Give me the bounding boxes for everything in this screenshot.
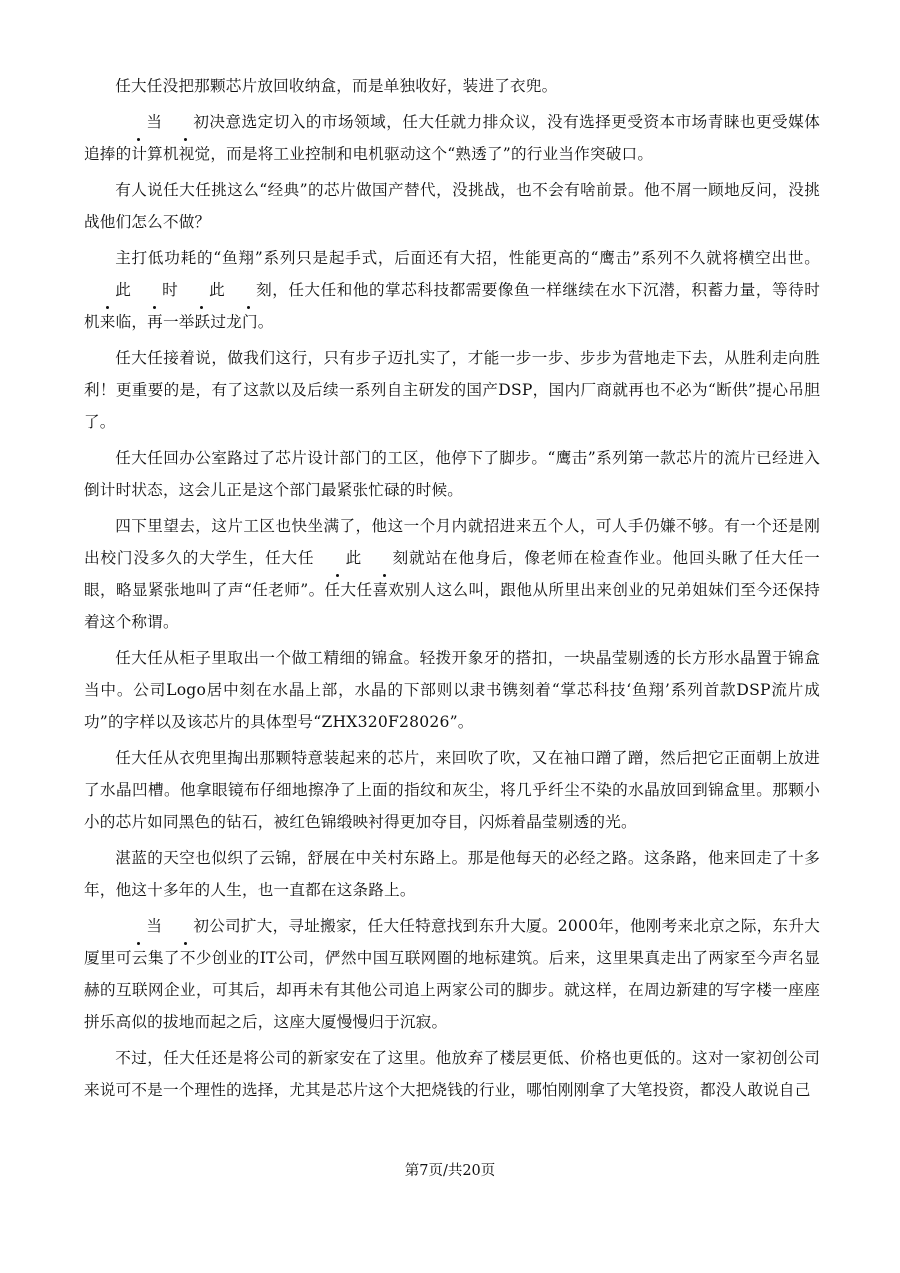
text-run: 四下里望去，这片工区也快坐满了，他这一个月内就招进来五个人，可人手仍嫌不够。有一个还是刚出校门没多久的大学生，任大任 <box>84 517 820 567</box>
paragraph <box>84 742 820 838</box>
paragraph <box>84 842 820 906</box>
text-run: 不过，任大任还是将公司的新家安在了这里。他放弃了楼层更低、价格也更低的。这对一家初创公司来说可不是一个理性的选择，尤其是芯片这个大把烧钱的行业，哪怕刚刚拿了大笔投资，都没人敢说自己 <box>84 1049 820 1099</box>
text-run: 公司扩大，寻址搬家，任大任特意找到东升大厦。2000年，他刚考来北京之际，东升大厦里可云集了不少创业的IT公司，俨然中国互联网圈的地标建筑。后来，这里果真走出了两家至今声名显赫的互联网企业，可其后，却再未有其他公司追上两家公司的脚步。就这样，在周边新建的写字楼一座座拼乐高似的拔地而起之后，这座大厦慢慢归于沉寂。 <box>84 917 820 1031</box>
emphasis-dot-char: 初 <box>162 106 209 138</box>
paragraph <box>84 242 820 338</box>
page-number: 第7页/共20页 <box>404 1163 496 1179</box>
paragraph <box>84 1042 820 1106</box>
emphasis-dot-char: 此 <box>84 274 131 306</box>
paragraph <box>84 342 820 438</box>
text-run: ，任大任和他的掌芯科技都需要像鱼一样继续在水下沉潜，积蓄力量，等待时机来临，再一举跃过龙门。 <box>84 281 820 331</box>
emphasis-dot-char: 此 <box>314 542 361 574</box>
paragraph <box>84 910 820 1038</box>
text-run: 主打低功耗的“鱼翔”系列只是起手式，后面还有大招，性能更高的“鹰击”系列不久就将横空出世。 <box>115 249 820 267</box>
text-run: 任大任从衣兜里掏出那颗特意装起来的芯片，来回吹了吹，又在袖口蹭了蹭，然后把它正面朝上放进了水晶凹槽。他拿眼镜布仔细地擦净了上面的指纹和灰尘，将几乎纤尘不染的水晶放回到锦盒里。那颗小小的芯片如同黑色的钻石，被红色锦缎映衬得更加夺目，闪烁着晶莹剔透的光。 <box>84 749 820 831</box>
paragraph <box>84 106 820 170</box>
emphasis-dot-char: 刻 <box>361 542 408 574</box>
paragraph <box>84 442 820 506</box>
text-run: 决意选定切入的市场领域，任大任就力排众议，没有选择更受资本市场青睐也更受媒体追捧的计算机视觉，而是将工业控制和电机驱动这个“熟透了”的行业当作突破口。 <box>84 113 820 163</box>
emphasis-dot-char: 刻 <box>225 274 272 306</box>
text-run: 任大任没把那颗芯片放回收纳盒，而是单独收好，装进了衣兜。 <box>115 77 558 95</box>
paragraph <box>84 174 820 238</box>
paragraph <box>84 70 820 102</box>
emphasis-dot-char: 当 <box>115 910 162 942</box>
emphasis-dot-char: 时 <box>131 274 178 306</box>
paragraph <box>84 642 820 738</box>
paragraph <box>84 510 820 638</box>
text-run: 任大任从柜子里取出一个做工精细的锦盒。轻拨开象牙的搭扣，一块晶莹剔透的长方形水晶置于锦盒当中。公司Logo居中刻在水晶上部，水晶的下部则以隶书镌刻着“掌芯科技‘鱼翔’系列首款DSP流片成功”的字样以及该芯片的具体型号“ZHX320F28026”。 <box>84 649 820 731</box>
emphasis-dot-char: 当 <box>115 106 162 138</box>
text-run: 任大任接着说，做我们这行，只有步子迈扎实了，才能一步一步、步步为营地走下去，从胜利走向胜利！更重要的是，有了这款以及后续一系列自主研发的国产DSP，国内厂商就再也不必为“断供”提心吊胆了。 <box>84 349 820 431</box>
body-text <box>84 70 820 1106</box>
emphasis-dot-char: 此 <box>178 274 225 306</box>
text-run: 任大任回办公室路过了芯片设计部门的工区，他停下了脚步。“鹰击”系列第一款芯片的流片已经进入倒计时状态，这会儿正是这个部门最紧张忙碌的时候。 <box>84 449 820 499</box>
emphasis-dot-char: 初 <box>162 910 209 942</box>
text-run: 湛蓝的天空也似织了云锦，舒展在中关村东路上。那是他每天的必经之路。这条路，他来回走了十多年，他这十多年的人生，也一直都在这条路上。 <box>84 849 820 899</box>
text-run: 有人说任大任挑这么“经典”的芯片做国产替代，没挑战，也不会有啥前景。他不屑一顾地反问，没挑战他们怎么不做？ <box>84 181 820 231</box>
text-run: 就站在他身后，像老师在检查作业。他回头瞅了任大任一眼，略显紧张地叫了声“任老师”。任大任喜欢别人这么叫，跟他从所里出来创业的兄弟姐妹们至今还保持着这个称谓。 <box>84 549 820 631</box>
